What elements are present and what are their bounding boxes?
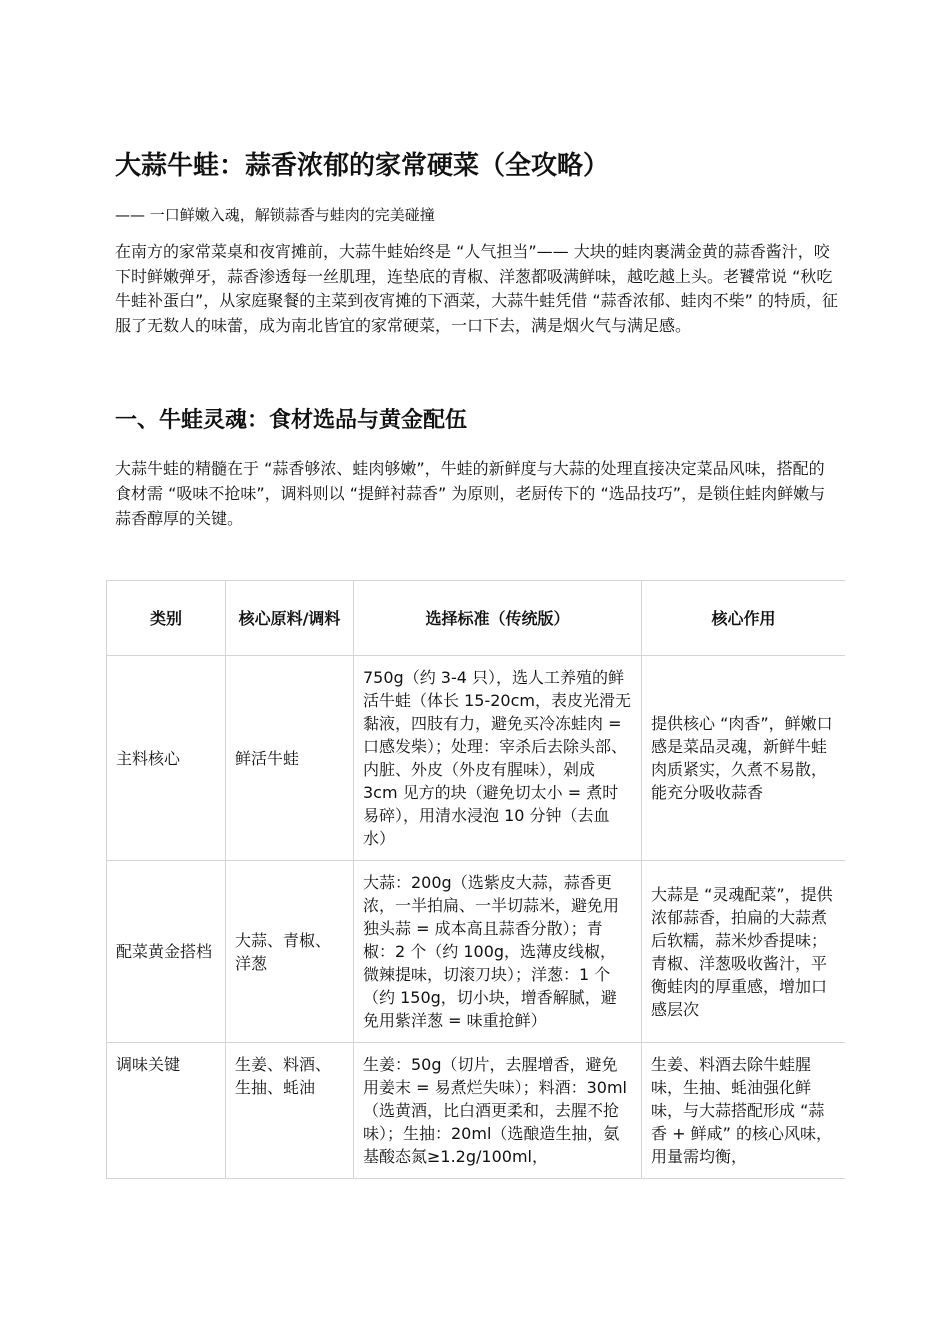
ingredients-table xyxy=(106,580,845,1179)
header-role: 核心作用 xyxy=(642,581,846,656)
cell-standard: 750g（约 3-4 只），选人工养殖的鲜活牛蛙（体长 15-20cm，表皮光滑无黏液，四肢有力，避免买冷冻蛙肉 = 口感发柴）；处理：宰杀后去除头部、内脏、外皮（外皮有腥味），剁成 3cm 见方的块（避免切太小 = 煮时易碎），用清水浸泡 10 分钟（去血水） xyxy=(354,656,642,861)
section-heading: 一、牛蛙灵魂：食材选品与黄金配伍 xyxy=(115,408,468,433)
table-row xyxy=(107,1043,846,1179)
table-row xyxy=(107,656,846,861)
cell-category: 主料核心 xyxy=(107,656,226,861)
cell-ingredient: 生姜、料酒、生抽、蚝油 xyxy=(226,1043,354,1179)
cell-role: 生姜、料酒去除牛蛙腥味，生抽、蚝油强化鲜味，与大蒜搭配形成 “蒜香 + 鲜咸” 的核心风味，用量需均衡， xyxy=(642,1043,846,1179)
cell-category: 调味关键 xyxy=(107,1043,226,1179)
header-ingredient: 核心原料/调料 xyxy=(226,581,354,656)
cell-role: 大蒜是 “灵魂配菜”，提供浓郁蒜香，拍扁的大蒜煮后软糯，蒜米炒香提味；青椒、洋葱吸收酱汁，平衡蛙肉的厚重感，增加口感层次 xyxy=(642,861,846,1043)
table-header-row xyxy=(107,581,846,656)
cell-role: 提供核心 “肉香”，鲜嫩口感是菜品灵魂，新鲜牛蛙肉质紧实，久煮不易散，能充分吸收蒜香 xyxy=(642,656,846,861)
cell-ingredient: 鲜活牛蛙 xyxy=(226,656,354,861)
page-title: 大蒜牛蛙：蒜香浓郁的家常硬菜（全攻略） xyxy=(115,151,610,181)
cell-standard: 大蒜：200g（选紫皮大蒜，蒜香更浓，一半拍扁、一半切蒜米，避免用独头蒜 = 成本高且蒜香分散）；青椒：2 个（约 100g，选薄皮线椒，微辣提味，切滚刀块）；洋葱：1 个（约 150g，切小块，增香解腻，避免用紫洋葱 = 味重抢鲜） xyxy=(354,861,642,1043)
table-row xyxy=(107,861,846,1043)
cell-standard: 生姜：50g（切片，去腥增香，避免用姜末 = 易煮烂失味）；料酒：30ml（选黄酒，比白酒更柔和，去腥不抢味）；生抽：20ml（选酿造生抽，氨基酸态氮≥1.2g/100ml， xyxy=(354,1043,642,1179)
header-standard: 选择标准（传统版） xyxy=(354,581,642,656)
page-subtitle: —— 一口鲜嫩入魂，解锁蒜香与蛙肉的完美碰撞 xyxy=(115,206,435,224)
ingredients-table-container xyxy=(106,580,845,1213)
header-category: 类别 xyxy=(107,581,226,656)
cell-ingredient: 大蒜、青椒、洋葱 xyxy=(226,861,354,1043)
intro-paragraph: 在南方的家常菜桌和夜宵摊前，大蒜牛蛙始终是 “人气担当”—— 大块的蛙肉裹满金黄的蒜香酱汁，咬下时鲜嫩弹牙，蒜香渗透每一丝肌理，连垫底的青椒、洋葱都吸满鲜味，越吃越上头。老饕常说 “秋吃牛蛙补蛋白”，从家庭聚餐的主菜到夜宵摊的下酒菜，大蒜牛蛙凭借 “蒜香浓郁、蛙肉不柴” 的特质，征服了无数人的味蕾，成为南北皆宜的家常硬菜，一口下去，满是烟火气与满足感。 xyxy=(115,242,839,335)
section-paragraph: 大蒜牛蛙的精髓在于 “蒜香够浓、蛙肉够嫩”，牛蛙的新鲜度与大蒜的处理直接决定菜品风味，搭配的食材需 “吸味不抢味”，调料则以 “提鲜衬蒜香” 为原则，老厨传下的 “选品技巧”，是锁住蛙肉鲜嫩与蒜香醇厚的关键。 xyxy=(115,459,826,528)
cell-category: 配菜黄金搭档 xyxy=(107,861,226,1043)
